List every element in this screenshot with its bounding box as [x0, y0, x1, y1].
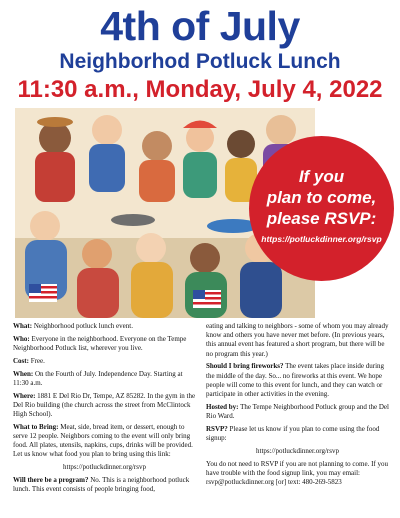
footer-paragraph: You do not need to RSVP if you are not planning to come. If you have trouble with the food signup link, you may email: rsvp@potluckdinner.org [or] text: 480-269-5823: [206, 459, 388, 487]
hosted-paragraph: Hosted by: The Tempe Neighborhood Potluck group and the Del Rio Ward.: [206, 402, 389, 421]
details-column-left: [13, 322, 196, 498]
where-paragraph: Where: 1881 E Del Rio Dr, Tempe, AZ 85282. In the gym in the Del Rio building (the church across the street from McClintock High School).: [13, 391, 196, 418]
bring-paragraph: What to Bring: Meat, side, bread item, or dessert, enough to serve 12 people. Neighbors coming to the event will only bring food. All plates, utensils, napkins, cups, drinks will be provided. Let us know what food you plan to bring using this link:: [13, 422, 193, 459]
rsvp-link[interactable]: https://potluckdinner.org/rsvp: [256, 446, 339, 455]
program-paragraph: Will there be a program? No. This is a neighborhood potluck lunch. This event consists of people bringing food,: [13, 476, 190, 494]
when-paragraph: When: On the Fourth of July. Independence Day. Starting at 11:30 a.m.: [13, 369, 183, 387]
fireworks-paragraph: Should I bring fireworks? The event takes place inside during the middle of the day. So... no fireworks at this event. We hope people will come to this event for lunch, and they can watch or participate in other activities in the evening.: [206, 362, 385, 399]
details-column-right: [206, 322, 389, 491]
flyer-subtitle: Neighborhod Potluck Lunch: [59, 50, 341, 73]
who-paragraph: Who: Everyone in the neighborhood. Everyone on the Tempe Neighborhood Potluck list, wherever you live.: [13, 334, 187, 352]
what-paragraph: What: Neighborhood potluck lunch event.: [13, 322, 133, 330]
program-continued: eating and talking to neighbors - some of whom you may already know and others you have never met before. (In previous years, this annual event has featured a short program, but there will be no program this year.): [206, 322, 389, 358]
flyer-title: 4th of July: [100, 3, 300, 49]
rsvp-badge-text: If you plan to come, please RSVP:: [266, 167, 377, 228]
rsvp-paragraph: RSVP? Please let us know if you plan to come using the food signup:: [206, 424, 380, 443]
bring-link[interactable]: https://potluckdinner.org/rsvp: [63, 463, 146, 472]
rsvp-badge-link[interactable]: https://potluckdinner.org/rsvp: [261, 234, 382, 244]
cost-paragraph: Cost: Free.: [13, 356, 45, 365]
rsvp-badge: [249, 136, 394, 281]
event-datetime: 11:30 a.m., Monday, July 4, 2022: [17, 76, 383, 103]
